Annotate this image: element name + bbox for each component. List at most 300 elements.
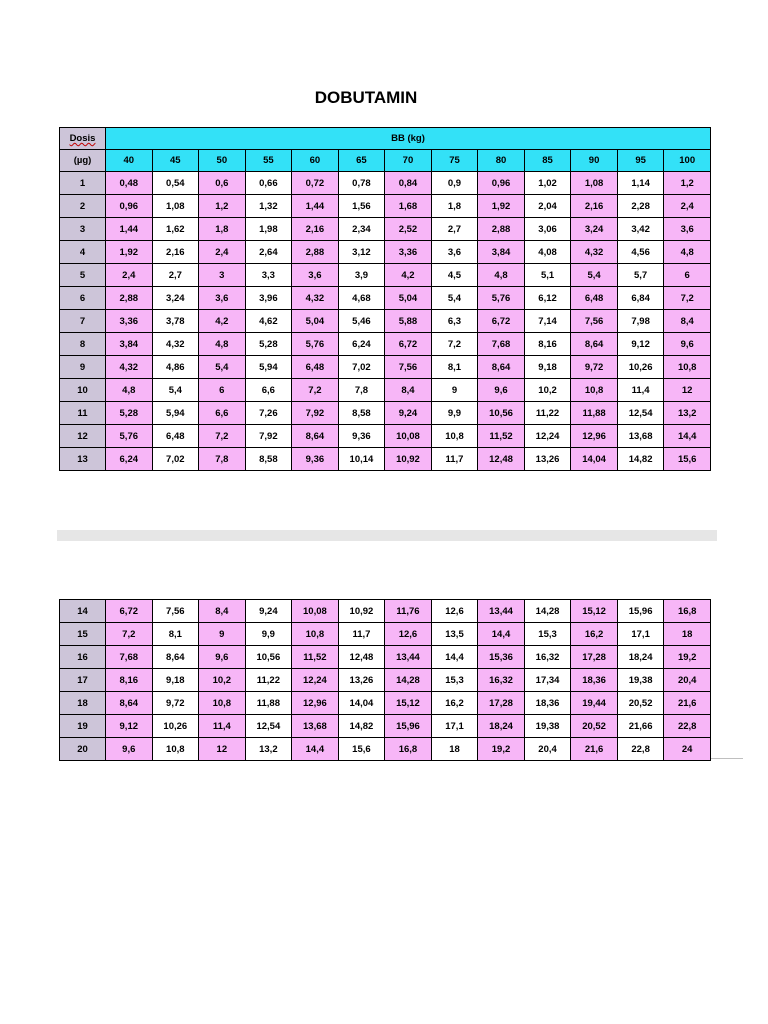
rate-cell: 19,44 [571,692,618,715]
rate-cell: 12,24 [524,425,571,448]
table-row [60,669,711,692]
rate-cell: 12,6 [431,600,478,623]
rate-cell: 13,44 [478,600,525,623]
rate-cell: 20,52 [571,715,618,738]
dosage-table-top [59,127,711,471]
weight-header-60: 60 [292,150,339,172]
page-title: DOBUTAMIN [314,88,418,107]
rate-cell: 6,24 [106,448,153,471]
table-row [60,692,711,715]
rate-cell: 1,92 [478,195,525,218]
rate-cell: 4,32 [292,287,339,310]
rate-cell: 10,26 [152,715,199,738]
rate-cell: 6,72 [385,333,432,356]
rate-cell: 9 [199,623,246,646]
rate-cell: 10,2 [199,669,246,692]
rate-cell: 6,3 [431,310,478,333]
rate-cell: 10,08 [292,600,339,623]
dose-cell: 20 [60,738,106,761]
dosage-table-bottom [59,599,711,761]
rate-cell: 0,66 [245,172,292,195]
rate-cell: 5,76 [478,287,525,310]
rate-cell: 9 [431,379,478,402]
rate-cell: 8,1 [431,356,478,379]
rate-cell: 18 [431,738,478,761]
rate-cell: 13,68 [617,425,664,448]
rate-cell: 2,4 [106,264,153,287]
rate-cell: 3,84 [478,241,525,264]
rate-cell: 19,2 [664,646,711,669]
rate-cell: 0,72 [292,172,339,195]
dose-cell: 15 [60,623,106,646]
rate-cell: 7,68 [106,646,153,669]
rate-cell: 14,4 [478,623,525,646]
rate-cell: 14,4 [431,646,478,669]
rate-cell: 9,9 [245,623,292,646]
rate-cell: 10,8 [664,356,711,379]
rate-cell: 16,32 [524,646,571,669]
rate-cell: 7,68 [478,333,525,356]
rate-cell: 2,16 [571,195,618,218]
rate-cell: 16,2 [431,692,478,715]
rate-cell: 3,36 [106,310,153,333]
dose-cell: 19 [60,715,106,738]
rate-cell: 2,7 [431,218,478,241]
rate-cell: 4,56 [617,241,664,264]
rate-cell: 2,88 [292,241,339,264]
rate-cell: 5,4 [152,379,199,402]
rate-cell: 6,48 [152,425,199,448]
rate-cell: 4,2 [199,310,246,333]
rate-cell: 7,02 [152,448,199,471]
table-row [60,646,711,669]
rate-cell: 18,24 [478,715,525,738]
rate-cell: 15,3 [524,623,571,646]
rate-cell: 2,88 [106,287,153,310]
rate-cell: 4,2 [385,264,432,287]
rate-cell: 17,34 [524,669,571,692]
rate-cell: 5,28 [106,402,153,425]
rate-cell: 3,6 [292,264,339,287]
rate-cell: 6,6 [199,402,246,425]
rate-cell: 11,52 [292,646,339,669]
rate-cell: 20,4 [664,669,711,692]
rate-cell: 3,12 [338,241,385,264]
rate-cell: 1,2 [664,172,711,195]
rate-cell: 1,62 [152,218,199,241]
rate-cell: 7,14 [524,310,571,333]
rate-cell: 12,24 [292,669,339,692]
rate-cell: 3,9 [338,264,385,287]
rate-cell: 4,62 [245,310,292,333]
rate-cell: 5,94 [152,402,199,425]
rate-cell: 10,08 [385,425,432,448]
rate-cell: 8,16 [106,669,153,692]
rate-cell: 13,2 [245,738,292,761]
rate-cell: 4,8 [664,241,711,264]
rate-cell: 4,8 [478,264,525,287]
dose-cell: 3 [60,218,106,241]
rate-cell: 15,6 [664,448,711,471]
rate-cell: 3,24 [152,287,199,310]
rate-cell: 3 [199,264,246,287]
rate-cell: 6,72 [478,310,525,333]
rate-cell: 4,8 [199,333,246,356]
dose-cell: 1 [60,172,106,195]
rate-cell: 6,84 [617,287,664,310]
rate-cell: 5,76 [106,425,153,448]
divider [711,758,743,759]
rate-cell: 6 [199,379,246,402]
rate-cell: 7,2 [292,379,339,402]
rate-cell: 2,34 [338,218,385,241]
rate-cell: 9,9 [431,402,478,425]
dose-cell: 14 [60,600,106,623]
rate-cell: 3,84 [106,333,153,356]
rate-cell: 9,12 [106,715,153,738]
rate-cell: 14,28 [524,600,571,623]
rate-cell: 3,42 [617,218,664,241]
rate-cell: 15,6 [338,738,385,761]
rate-cell: 14,4 [664,425,711,448]
dose-cell: 7 [60,310,106,333]
rate-cell: 7,2 [664,287,711,310]
header-row-weights [60,150,711,172]
rate-cell: 5,28 [245,333,292,356]
rate-cell: 10,92 [338,600,385,623]
rate-cell: 9,18 [524,356,571,379]
rate-cell: 5,46 [338,310,385,333]
rate-cell: 8,64 [152,646,199,669]
dose-header-label: Dosis [69,133,96,144]
rate-cell: 13,44 [385,646,432,669]
rate-cell: 4,32 [571,241,618,264]
rate-cell: 3,24 [571,218,618,241]
weight-header-65: 65 [338,150,385,172]
rate-cell: 8,4 [664,310,711,333]
rate-cell: 20,52 [617,692,664,715]
rate-cell: 9,6 [664,333,711,356]
rate-cell: 10,2 [524,379,571,402]
rate-cell: 16,32 [478,669,525,692]
rate-cell: 7,8 [338,379,385,402]
rate-cell: 15,36 [478,646,525,669]
rate-cell: 0,6 [199,172,246,195]
rate-cell: 6,6 [245,379,292,402]
rate-cell: 6,48 [292,356,339,379]
rate-cell: 10,56 [478,402,525,425]
dose-cell: 17 [60,669,106,692]
header-row-weight [60,128,711,150]
table-row [60,623,711,646]
rate-cell: 18,24 [617,646,664,669]
rate-cell: 5,04 [385,287,432,310]
rate-cell: 11,4 [199,715,246,738]
rate-cell: 8,64 [106,692,153,715]
rate-cell: 6,72 [106,600,153,623]
rate-cell: 12,96 [292,692,339,715]
rate-cell: 9,72 [152,692,199,715]
table-row [60,195,711,218]
rate-cell: 11,7 [338,623,385,646]
rate-cell: 15,3 [431,669,478,692]
rate-cell: 14,82 [617,448,664,471]
rate-cell: 5,76 [292,333,339,356]
rate-cell: 5,7 [617,264,664,287]
rate-cell: 5,94 [245,356,292,379]
rate-cell: 10,26 [617,356,664,379]
rate-cell: 12,6 [385,623,432,646]
rate-cell: 0,54 [152,172,199,195]
rate-cell: 18,36 [571,669,618,692]
rate-cell: 4,68 [338,287,385,310]
rate-cell: 10,56 [245,646,292,669]
rate-cell: 7,56 [152,600,199,623]
rate-cell: 11,88 [571,402,618,425]
rate-cell: 0,48 [106,172,153,195]
weight-header-100: 100 [664,150,711,172]
table-row [60,715,711,738]
rate-cell: 11,22 [524,402,571,425]
rate-cell: 1,8 [199,218,246,241]
weight-header-45: 45 [152,150,199,172]
rate-cell: 8,4 [199,600,246,623]
rate-cell: 1,68 [385,195,432,218]
rate-cell: 8,58 [245,448,292,471]
rate-cell: 3,6 [199,287,246,310]
rate-cell: 1,8 [431,195,478,218]
rate-cell: 13,2 [664,402,711,425]
weight-header-90: 90 [571,150,618,172]
rate-cell: 14,04 [338,692,385,715]
rate-cell: 4,08 [524,241,571,264]
rate-cell: 9,36 [292,448,339,471]
rate-cell: 4,32 [152,333,199,356]
rate-cell: 9,6 [106,738,153,761]
rate-cell: 8,16 [524,333,571,356]
rate-cell: 10,8 [292,623,339,646]
table-row [60,402,711,425]
rate-cell: 17,28 [571,646,618,669]
rate-cell: 6,12 [524,287,571,310]
weight-header-50: 50 [199,150,246,172]
dose-cell: 9 [60,356,106,379]
rate-cell: 7,8 [199,448,246,471]
rate-cell: 7,2 [106,623,153,646]
rate-cell: 8,64 [571,333,618,356]
table-row [60,738,711,761]
rate-cell: 8,1 [152,623,199,646]
table-row [60,218,711,241]
rate-cell: 9,6 [478,379,525,402]
rate-cell: 7,98 [617,310,664,333]
rate-cell: 11,76 [385,600,432,623]
weight-header-70: 70 [385,150,432,172]
dose-cell: 16 [60,646,106,669]
rate-cell: 1,32 [245,195,292,218]
dose-cell: 8 [60,333,106,356]
weight-header-40: 40 [106,150,153,172]
rate-cell: 10,92 [385,448,432,471]
dose-cell: 6 [60,287,106,310]
rate-cell: 0,78 [338,172,385,195]
rate-cell: 21,66 [617,715,664,738]
rate-cell: 18 [664,623,711,646]
rate-cell: 7,02 [338,356,385,379]
rate-cell: 0,96 [106,195,153,218]
rate-cell: 14,4 [292,738,339,761]
rate-cell: 17,1 [617,623,664,646]
rate-cell: 9,24 [245,600,292,623]
rate-cell: 15,12 [571,600,618,623]
rate-cell: 6,48 [571,287,618,310]
rate-cell: 11,22 [245,669,292,692]
rate-cell: 2,52 [385,218,432,241]
table-row [60,310,711,333]
rate-cell: 4,5 [431,264,478,287]
rate-cell: 10,8 [152,738,199,761]
rate-cell: 20,4 [524,738,571,761]
rate-cell: 10,8 [199,692,246,715]
rate-cell: 18,36 [524,692,571,715]
rate-cell: 15,12 [385,692,432,715]
rate-cell: 8,64 [292,425,339,448]
rate-cell: 5,1 [524,264,571,287]
dose-cell: 5 [60,264,106,287]
rate-cell: 4,8 [106,379,153,402]
dose-cell: 18 [60,692,106,715]
weight-header-85: 85 [524,150,571,172]
rate-cell: 1,56 [338,195,385,218]
rate-cell: 1,08 [152,195,199,218]
rate-cell: 3,96 [245,287,292,310]
rate-cell: 8,64 [478,356,525,379]
dose-cell: 4 [60,241,106,264]
rate-cell: 12,96 [571,425,618,448]
rate-cell: 11,88 [245,692,292,715]
rate-cell: 9,12 [617,333,664,356]
rate-cell: 7,26 [245,402,292,425]
rate-cell: 9,6 [199,646,246,669]
rate-cell: 2,28 [617,195,664,218]
rate-cell: 10,8 [431,425,478,448]
table-row [60,379,711,402]
rate-cell: 2,16 [152,241,199,264]
rate-cell: 9,24 [385,402,432,425]
rate-cell: 10,8 [571,379,618,402]
table-row [60,241,711,264]
rate-cell: 7,2 [431,333,478,356]
weight-header-55: 55 [245,150,292,172]
rate-cell: 5,4 [199,356,246,379]
rate-cell: 12,54 [617,402,664,425]
rate-cell: 11,4 [617,379,664,402]
rate-cell: 0,9 [431,172,478,195]
dose-cell: 10 [60,379,106,402]
rate-cell: 17,28 [478,692,525,715]
rate-cell: 1,02 [524,172,571,195]
rate-cell: 2,64 [245,241,292,264]
rate-cell: 2,7 [152,264,199,287]
dose-cell: 13 [60,448,106,471]
dose-header-cell [60,128,106,150]
rate-cell: 17,1 [431,715,478,738]
rate-cell: 14,04 [571,448,618,471]
rate-cell: 21,6 [664,692,711,715]
rate-cell: 1,14 [617,172,664,195]
rate-cell: 3,06 [524,218,571,241]
rate-cell: 19,38 [617,669,664,692]
rate-cell: 5,4 [571,264,618,287]
rate-cell: 19,38 [524,715,571,738]
rate-cell: 8,4 [385,379,432,402]
rate-cell: 21,6 [571,738,618,761]
table-row [60,333,711,356]
rate-cell: 9,72 [571,356,618,379]
rate-cell: 4,32 [106,356,153,379]
rate-cell: 3,36 [385,241,432,264]
rate-cell: 22,8 [664,715,711,738]
page-break-bar [57,530,717,541]
rate-cell: 13,68 [292,715,339,738]
rate-cell: 10,14 [338,448,385,471]
rate-cell: 7,2 [199,425,246,448]
rate-cell: 0,96 [478,172,525,195]
rate-cell: 6 [664,264,711,287]
rate-cell: 2,88 [478,218,525,241]
rate-cell: 12 [664,379,711,402]
rate-cell: 15,96 [385,715,432,738]
rate-cell: 8,58 [338,402,385,425]
rate-cell: 22,8 [617,738,664,761]
rate-cell: 14,28 [385,669,432,692]
rate-cell: 1,44 [106,218,153,241]
table-row [60,425,711,448]
rate-cell: 11,7 [431,448,478,471]
weight-header-95: 95 [617,150,664,172]
dose-unit-cell: (µg) [60,150,106,172]
rate-cell: 2,4 [664,195,711,218]
rate-cell: 1,98 [245,218,292,241]
rate-cell: 3,6 [664,218,711,241]
rate-cell: 11,52 [478,425,525,448]
rate-cell: 7,92 [245,425,292,448]
rate-cell: 12,48 [478,448,525,471]
dose-cell: 2 [60,195,106,218]
rate-cell: 1,08 [571,172,618,195]
rate-cell: 16,8 [664,600,711,623]
dose-cell: 12 [60,425,106,448]
rate-cell: 3,6 [431,241,478,264]
rate-cell: 1,2 [199,195,246,218]
rate-cell: 13,26 [338,669,385,692]
rate-cell: 19,2 [478,738,525,761]
rate-cell: 1,44 [292,195,339,218]
rate-cell: 4,86 [152,356,199,379]
table-row [60,287,711,310]
rate-cell: 16,8 [385,738,432,761]
rate-cell: 7,56 [571,310,618,333]
rate-cell: 16,2 [571,623,618,646]
rate-cell: 13,5 [431,623,478,646]
rate-cell: 9,18 [152,669,199,692]
weight-header-cell: BB (kg) [106,128,711,150]
rate-cell: 24 [664,738,711,761]
rate-cell: 3,3 [245,264,292,287]
rate-cell: 12,54 [245,715,292,738]
weight-header-75: 75 [431,150,478,172]
dose-cell: 11 [60,402,106,425]
